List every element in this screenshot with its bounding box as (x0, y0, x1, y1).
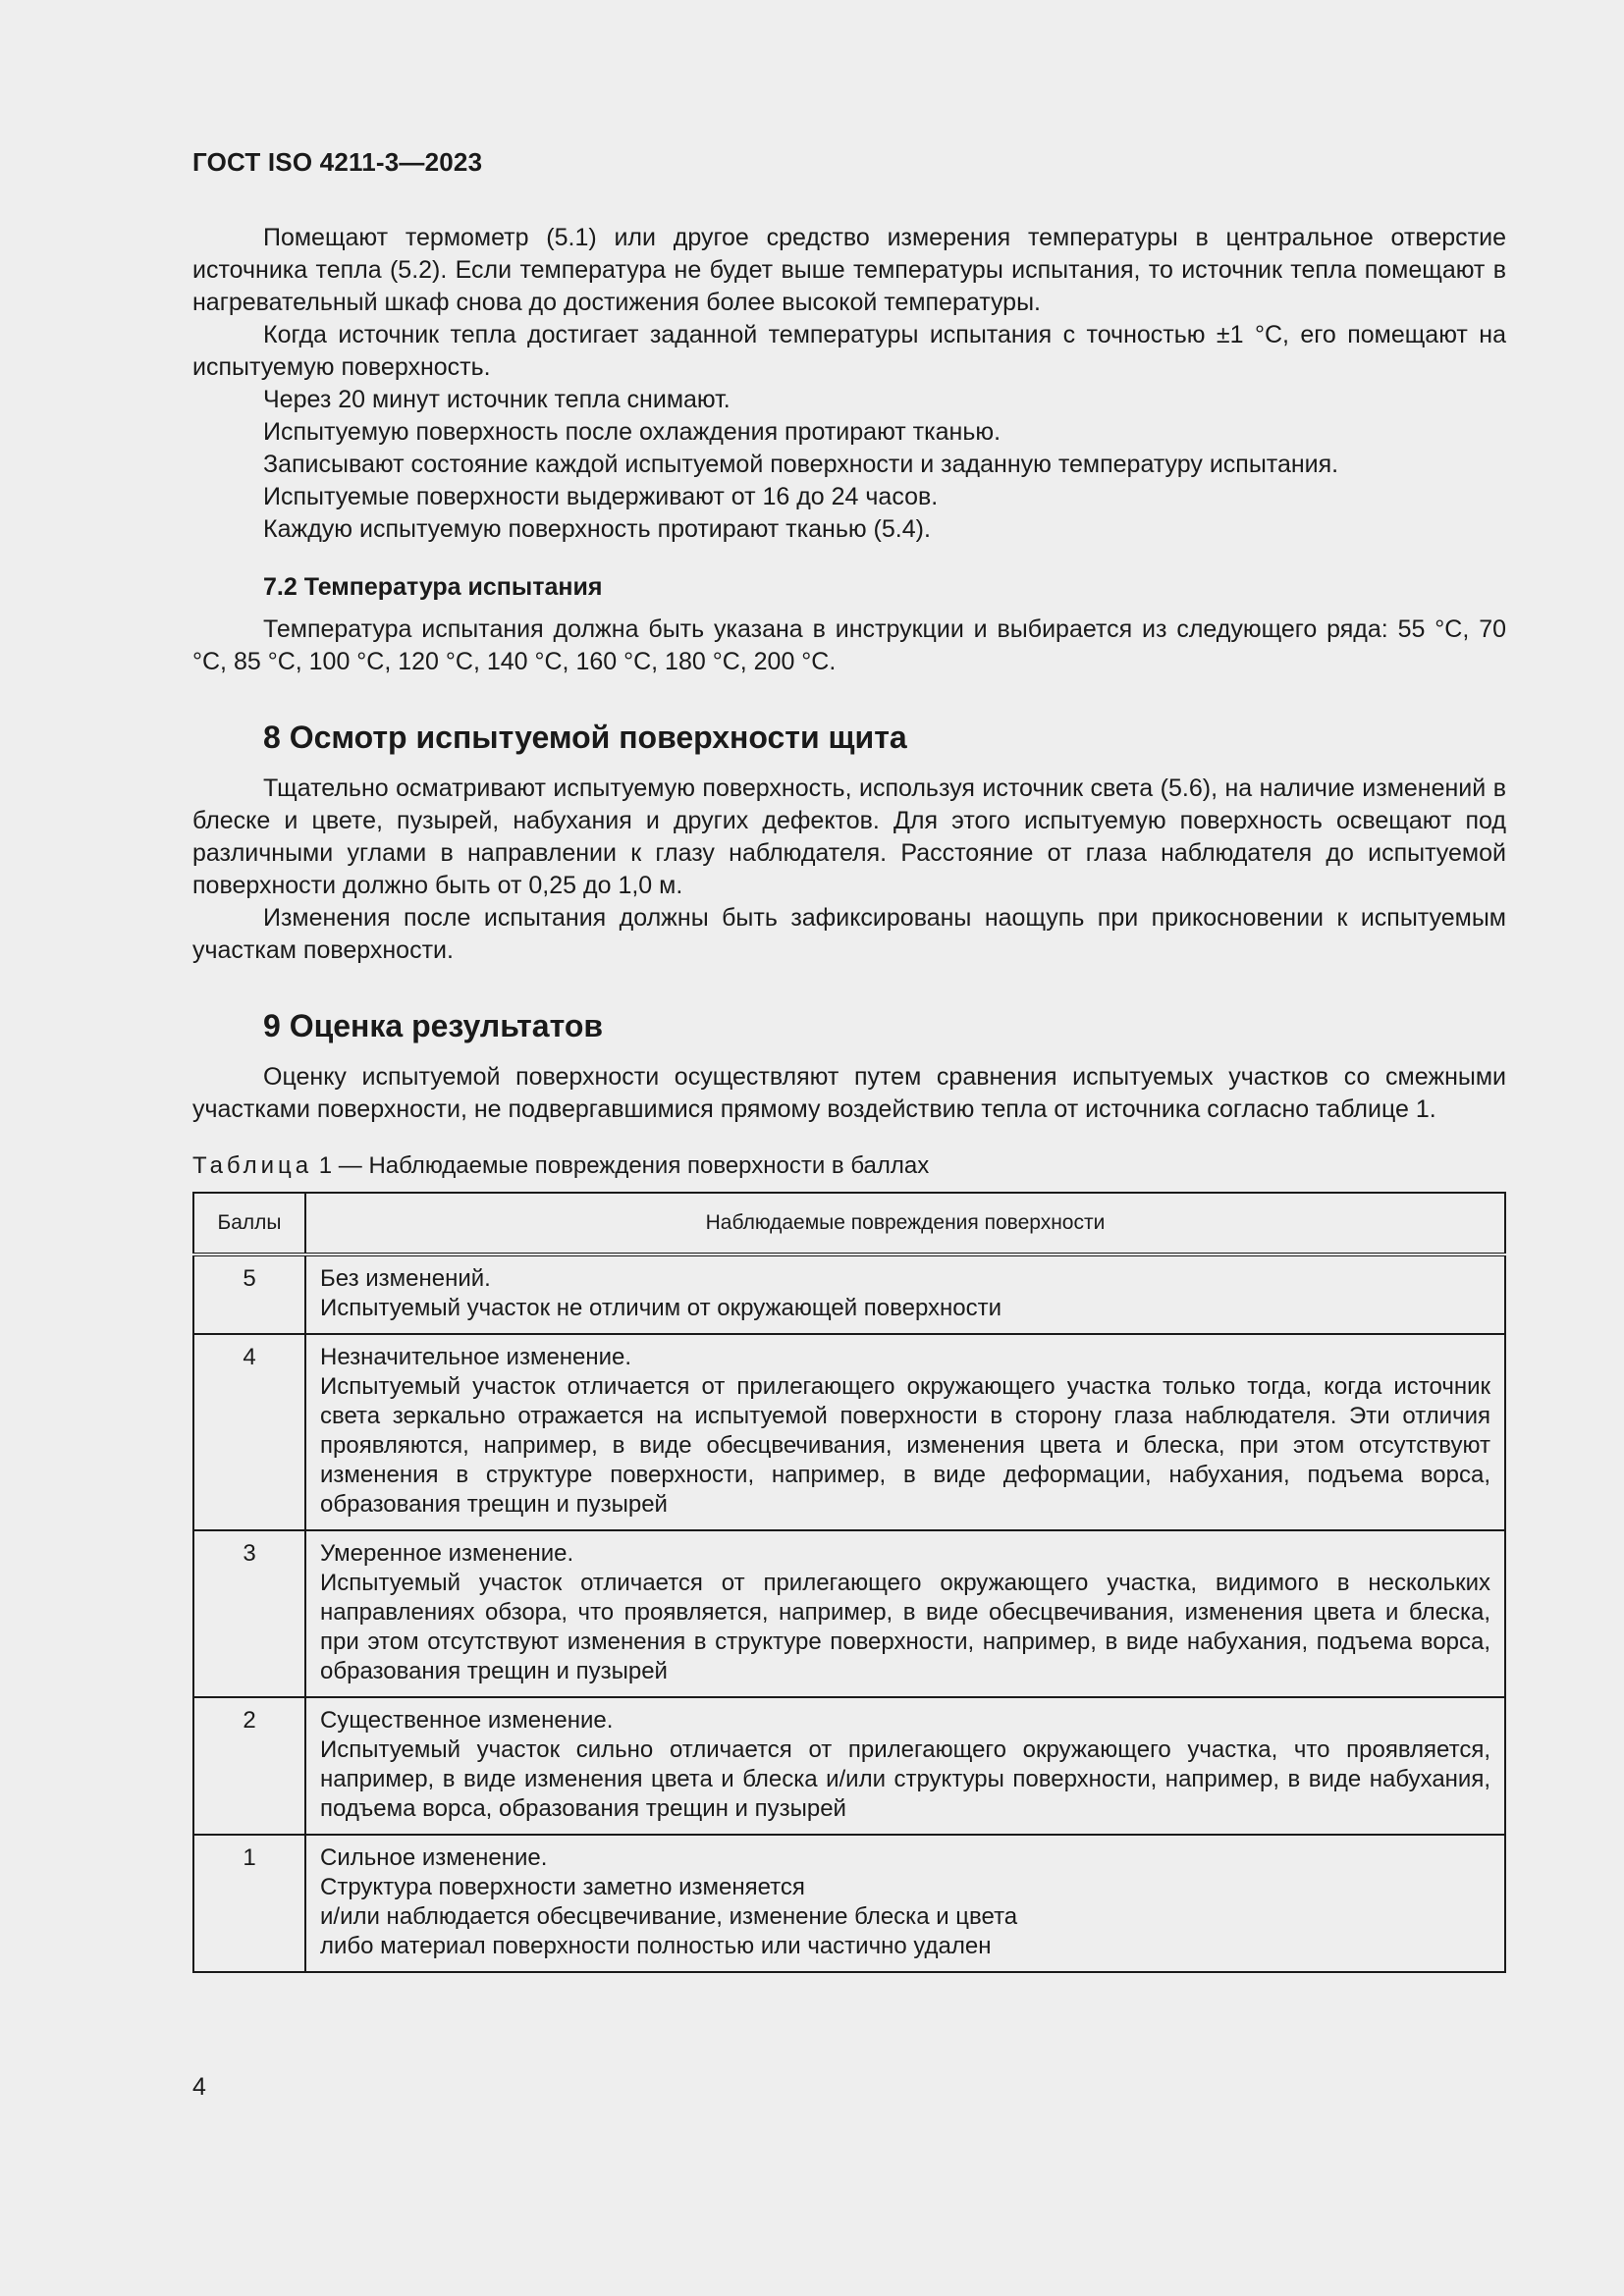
description-cell (305, 1255, 1505, 1334)
description-cell (305, 1334, 1505, 1530)
table-row (193, 1835, 1505, 1972)
description-line: либо материал поверхности полностью или частично удален (320, 1933, 992, 1959)
description-line: Испытуемый участок отличается от прилегающего окружающего участка только тогда, когда источник света зеркально отражается на испытуемой поверхности в сторону глаза наблюдателя. Эти отличия проявляются, например, в виде обесцвечивания, изменения цвета и блеска, при этом отсутствуют изменения в структуре поверхности, например, в виде деформации, набухания, подъема ворса, образования трещин и пузырей (320, 1373, 1490, 1518)
table-row (193, 1334, 1505, 1530)
table-caption-text: 1 — Наблюдаемые повреждения поверхности в баллах (312, 1152, 930, 1179)
table-row (193, 1697, 1505, 1835)
paragraph: Каждую испытуемую поверхность протирают тканью (5.4). (263, 515, 931, 543)
description-line: Существенное изменение. (320, 1707, 614, 1734)
description-cell (305, 1697, 1505, 1835)
section-heading-9: 9 Оценка результатов (263, 1008, 604, 1043)
description-line: Структура поверхности заметно изменяется (320, 1874, 805, 1900)
column-header-description: Наблюдаемые повреждения поверхности (305, 1193, 1505, 1255)
score-cell: 2 (193, 1697, 305, 1835)
subsection-heading-7-2: 7.2 Температура испытания (263, 573, 603, 601)
page-number: 4 (192, 2073, 206, 2101)
description-cell (305, 1530, 1505, 1697)
description-line: Без изменений. (320, 1265, 491, 1292)
description-line: Испытуемый участок не отличим от окружающей поверхности (320, 1295, 1002, 1321)
table-row (193, 1530, 1505, 1697)
paragraph: Испытуемые поверхности выдерживают от 16 до 24 часов. (263, 483, 939, 510)
table-caption (192, 1149, 1506, 1182)
score-cell: 5 (193, 1255, 305, 1334)
score-cell: 4 (193, 1334, 305, 1530)
description-line: Испытуемый участок сильно отличается от прилегающего окружающего участка, что проявляется, например, в виде изменения цвета и блеска и/или структуры поверхности, например, в виде набухания, подъема ворса, образования трещин и пузырей (320, 1736, 1490, 1822)
paragraph: Изменения после испытания должны быть зафиксированы наощупь при прикосновении к испытуемым участкам поверхности. (192, 904, 1506, 964)
description-line: Умеренное изменение. (320, 1540, 574, 1567)
paragraph: Записывают состояние каждой испытуемой поверхности и заданную температуру испытания. (263, 451, 1339, 478)
paragraph: Температура испытания должна быть указана в инструкции и выбирается из следующего ряда: 55 °С, 70 °С, 85 °С, 100 °С, 120 °С, 140 °С, 160 °С, 180 °С, 200 °С. (192, 615, 1506, 675)
column-header-score: Баллы (193, 1193, 305, 1255)
section-heading-8: 8 Осмотр испытуемой поверхности щита (263, 720, 907, 755)
paragraph: Через 20 минут источник тепла снимают. (263, 386, 731, 413)
description-line: Испытуемый участок отличается от прилегающего окружающего участка, видимого в нескольких направлениях обзора, что проявляется, например, в виде обесцвечивания, изменения цвета и блеска, при этом отсутствуют изменения в структуре поверхности, например, в виде набухания, подъема ворса, образования трещин и пузырей (320, 1570, 1490, 1684)
scores-table (192, 1192, 1506, 1973)
document-body (192, 222, 1506, 1973)
document-header: ГОСТ ISO 4211-3—2023 (192, 147, 483, 177)
paragraph: Тщательно осматривают испытуемую поверхность, используя источник света (5.6), на наличие изменений в блеске и цвете, пузырей, набухания и других дефектов. Для этого испытуемую поверхность освещают под различными углами в направлении к глазу наблюдателя. Расстояние от глаза наблюдателя до испытуемой поверхности должно быть от 0,25 до 1,0 м. (192, 774, 1506, 899)
table-caption-label: Таблица (192, 1152, 313, 1179)
paragraph: Оценку испытуемой поверхности осуществляют путем сравнения испытуемых участков со смежными участками поверхности, не подвергавшимися прямому воздействию тепла от источника согласно таблице 1. (192, 1063, 1506, 1123)
description-line: и/или наблюдается обесцвечивание, изменение блеска и цвета (320, 1903, 1018, 1930)
score-cell: 1 (193, 1835, 305, 1972)
paragraph: Испытуемую поверхность после охлаждения протирают тканью. (263, 418, 1001, 446)
score-cell: 3 (193, 1530, 305, 1697)
paragraph: Когда источник тепла достигает заданной температуры испытания с точностью ±1 °С, его помещают на испытуемую поверхность. (192, 321, 1506, 381)
paragraph: Помещают термометр (5.1) или другое средство измерения температуры в центральное отверстие источника тепла (5.2). Если температура не будет выше температуры испытания, то источник тепла помещают в нагревательный шкаф снова до достижения более высокой температуры. (192, 224, 1506, 316)
table-header-row (193, 1193, 1505, 1255)
description-cell (305, 1835, 1505, 1972)
description-line: Незначительное изменение. (320, 1344, 632, 1370)
table-row (193, 1255, 1505, 1334)
description-line: Сильное изменение. (320, 1844, 548, 1871)
